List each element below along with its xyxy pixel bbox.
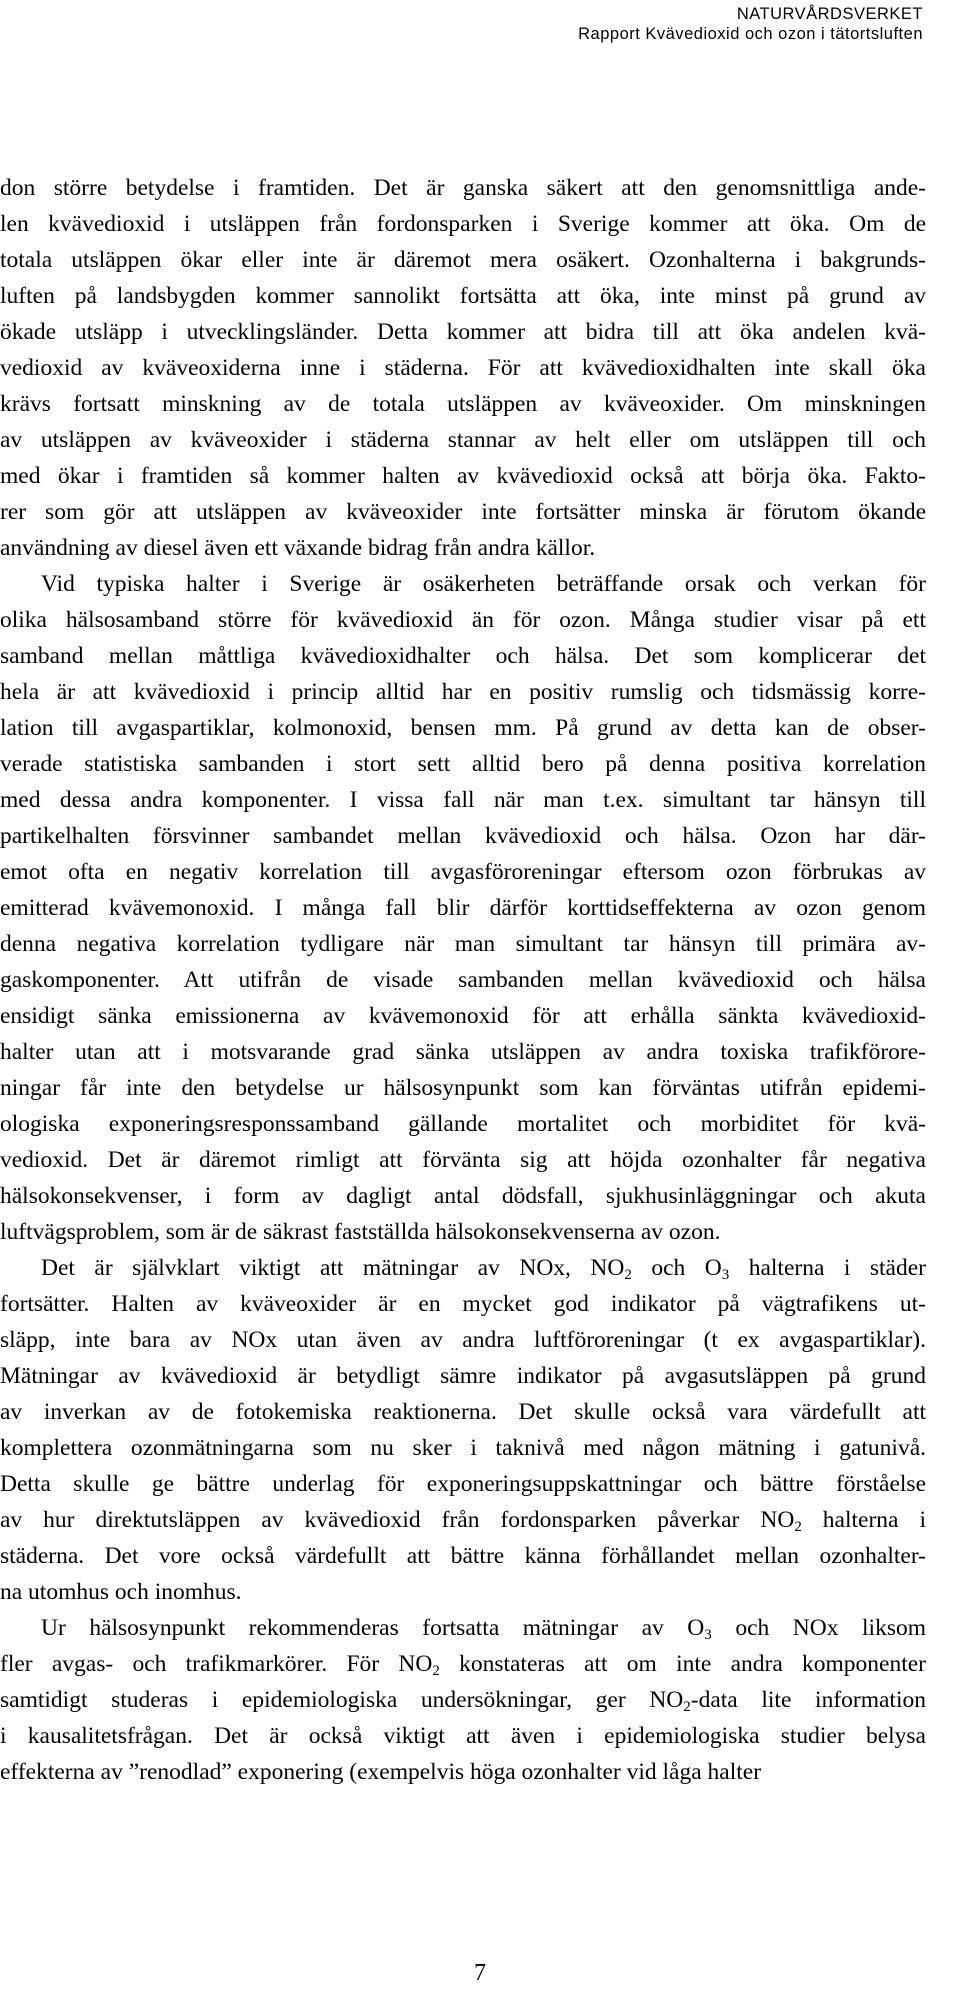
text-run: städerna. Det vore också värdefullt att bättre känna förhållandet mellan ozonhalter- [0,1542,926,1569]
subscript: 2 [624,1266,632,1283]
text-run: med dessa andra komponenter. I vissa fall när man t.ex. simultant tar hänsyn till [0,786,926,813]
text-run: hälsokonsekvenser, i form av dagligt antal dödsfall, sjukhusinläggningar och akuta [0,1182,926,1209]
text-line [0,1646,926,1682]
text-run: av inverkan av de fotokemiska reaktionerna. Det skulle också vara värdefullt att [0,1398,926,1425]
text-run: med ökar i framtiden så kommer halten av kvävedioxid också att börja öka. Fakto- [0,462,926,489]
text-line [0,314,926,350]
text-run: vedioxid. Det är däremot rimligt att förvänta sig att höjda ozonhalter får negativa [0,1146,926,1173]
text-line [0,1754,926,1790]
text-run: denna negativa korrelation tydligare när man simultant tar hänsyn till primära av- [0,930,926,957]
text-run: komplettera ozonmätningarna som nu sker i taknivå med någon mätning i gatunivå. [0,1434,926,1461]
text-run: luften på landsbygden kommer sannolikt fortsätta att öka, inte minst på grund av [0,282,926,309]
text-run: ensidigt sänka emissionerna av kvävemonoxid för att erhålla sänkta kvävedioxid- [0,1002,926,1029]
subscript: 3 [704,1626,712,1643]
text-line [0,890,926,926]
text-run: halter utan att i motsvarande grad sänka utsläppen av andra toxiska trafikförore- [0,1038,926,1065]
page-number: 7 [474,1960,486,1986]
text-run: och NOx liksom [711,1614,926,1641]
text-line [0,530,926,566]
text-run: emitterad kvävemonoxid. I många fall blir därför korttidseffekterna av ozon genom [0,894,926,921]
paragraph [0,566,926,1250]
text-line [0,710,926,746]
subscript: 2 [683,1698,691,1715]
text-line [0,962,926,998]
text-run: effekterna av ”renodlad” exponering (exempelvis höga ozonhalter vid låga halter [0,1758,762,1785]
text-run: Det är självklart viktigt att mätningar av NOx, NO [41,1254,625,1281]
text-line [0,170,926,206]
text-line [0,458,926,494]
text-line [0,386,926,422]
body-text [0,166,926,1790]
text-line [0,1286,926,1322]
text-run: användning av diesel även ett växande bidrag från andra källor. [0,534,596,561]
text-line [0,1070,926,1106]
text-line [0,1538,926,1574]
subscript: 2 [432,1662,440,1679]
text-line [0,1106,926,1142]
text-line [0,350,926,386]
text-run: ökade utsläpp i utvecklingsländer. Detta kommer att bidra till att öka andelen kvä- [0,318,926,345]
text-line [0,1034,926,1070]
text-run: na utomhus och inomhus. [0,1578,242,1605]
text-line [0,242,926,278]
text-line [0,1394,926,1430]
text-run: och O [631,1254,722,1281]
text-line [0,1178,926,1214]
paragraph [0,1250,926,1610]
text-run: emot ofta en negativ korrelation till avgasföroreningar eftersom ozon förbrukas av [0,858,926,885]
text-line [0,818,926,854]
text-line [0,1358,926,1394]
text-run: gaskomponenter. Att utifrån de visade sambanden mellan kvävedioxid och hälsa [0,966,926,993]
text-line [0,1502,926,1538]
text-run: konstateras att om inte andra komponenter [439,1650,927,1677]
text-line [0,854,926,890]
header-organization: NATURVÅRDSVERKET [736,5,923,23]
text-run: Mätningar av kvävedioxid är betydligt sämre indikator på avgasutsläppen på grund [0,1362,926,1389]
text-run: lation till avgaspartiklar, kolmonoxid, bensen mm. På grund av detta kan de obser- [0,714,926,741]
text-run: don större betydelse i framtiden. Det är ganska säkert att den genomsnittliga ande- [0,174,926,201]
text-run: -data lite information [690,1686,926,1713]
text-line [0,1574,926,1610]
text-run: Ur hälsosynpunkt rekommenderas fortsatta mätningar av O [41,1614,705,1641]
text-line [0,206,926,242]
text-line [0,674,926,710]
text-run: verade statistiska sambanden i stort sett alltid bero på denna positiva korrelation [0,750,926,777]
text-line [0,638,926,674]
text-line [0,1430,926,1466]
text-run: fler avgas- och trafikmarkörer. För NO [0,1650,433,1677]
header-report-title: Rapport Kvävedioxid och ozon i tätortsluften [578,25,923,43]
text-run: av utsläppen av kväveoxider i städerna stannar av helt eller om utsläppen till och [0,426,926,453]
text-run: samtidigt studeras i epidemiologiska undersökningar, ger NO [0,1686,684,1713]
text-line [0,1214,926,1250]
text-run: rer som gör att utsläppen av kväveoxider inte fortsätter minska är förutom ökande [0,498,926,525]
text-run: partikelhalten försvinner sambandet mellan kvävedioxid och hälsa. Ozon har där- [0,822,926,849]
text-run: Detta skulle ge bättre underlag för exponeringsuppskattningar och bättre förståelse [0,1470,926,1497]
text-line [0,1718,926,1754]
text-line [0,782,926,818]
text-run: hela är att kvävedioxid i princip alltid har en positiv rumslig och tidsmässig korre- [0,678,926,705]
text-run: vedioxid av kväveoxiderna inne i städerna. För att kvävedioxidhalten inte skall öka [0,354,926,381]
text-run: Vid typiska halter i Sverige är osäkerheten beträffande orsak och verkan för [41,570,926,597]
text-run: len kvävedioxid i utsläppen från fordonsparken i Sverige kommer att öka. Om de [0,210,926,237]
text-run: ologiska exponeringsresponssamband gällande mortalitet och morbiditet för kvä- [0,1110,926,1137]
text-line [0,494,926,530]
text-line [0,1682,926,1718]
text-run: luftvägsproblem, som är de säkrast fastställda hälsokonsekvenserna av ozon. [0,1218,721,1245]
text-run: ningar får inte den betydelse ur hälsosynpunkt som kan förväntas utifrån epidemi- [0,1074,926,1101]
text-line [0,422,926,458]
paragraph [0,170,926,566]
subscript: 2 [794,1518,802,1535]
text-line [0,926,926,962]
text-run: totala utsläppen ökar eller inte är däremot mera osäkert. Ozonhalterna i bakgrunds- [0,246,926,273]
text-line [0,1142,926,1178]
text-run: halterna i [801,1506,926,1533]
text-run: i kausalitetsfrågan. Det är också viktigt att även i epidemiologiska studier belysa [0,1722,926,1749]
text-run: fortsätter. Halten av kväveoxider är en mycket god indikator på vägtrafikens ut- [0,1290,926,1317]
running-header [223,4,923,44]
text-line [0,602,926,638]
text-line [0,278,926,314]
text-run: krävs fortsatt minskning av de totala utsläppen av kväveoxider. Om minskningen [0,390,926,417]
text-line [0,566,926,602]
text-run: halterna i städer [729,1254,926,1281]
text-line [0,1610,926,1646]
text-line [0,998,926,1034]
text-line [0,1322,926,1358]
text-run: av hur direktutsläppen av kvävedioxid från fordonsparken påverkar NO [0,1506,795,1533]
text-run: samband mellan måttliga kvävedioxidhalter och hälsa. Det som komplicerar det [0,642,926,669]
paragraph [0,1610,926,1790]
text-line [0,746,926,782]
text-line [0,1466,926,1502]
text-run: släpp, inte bara av NOx utan även av andra luftföroreningar (t ex avgaspartiklar). [0,1326,926,1353]
subscript: 3 [721,1266,730,1283]
text-run: olika hälsosamband större för kvävedioxid än för ozon. Många studier visar på ett [0,606,926,633]
text-line [0,1250,926,1286]
